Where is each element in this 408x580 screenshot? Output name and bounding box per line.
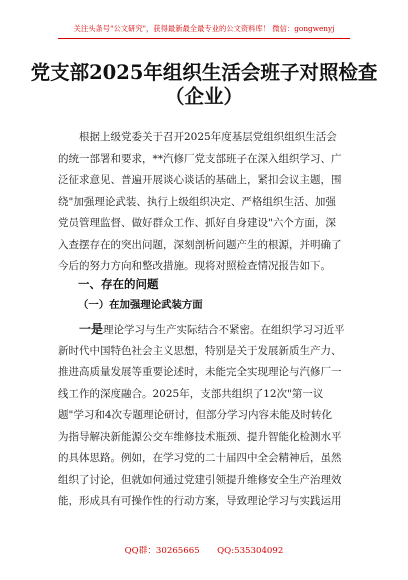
paragraph-line: 的具体思路。例如，在学习党的二十届四中全会精神后，虽然	[58, 452, 342, 464]
footer-qq-group: QQ群：30265665	[124, 546, 200, 556]
section-heading: 一、存在的问题	[78, 277, 159, 291]
intro-line: 泛征求意见、普遍开展谈心谈话的基础上，紧扣会议主题，围	[58, 174, 342, 186]
header-divider	[58, 38, 350, 39]
paragraph-line: 新时代中国特色社会主义思想，特别是关于发展新质生产力、	[58, 344, 342, 357]
intro-paragraph	[58, 127, 351, 278]
header-banner: 关注头条号"公文研究"，获得最新最全最专业的公文资料库！ 微信：gongwenyj	[73, 24, 335, 33]
paragraph-line-text: 理论学习与生产实际结合不紧密。在组织学习习近平	[103, 324, 345, 336]
paragraph-line: 线工作的深度融合。2025年，支部共组织了12次"第一议	[58, 387, 324, 400]
footer-qq: QQ:535304092	[217, 546, 284, 556]
intro-line: 根据上级党委关于召开2025年度基层党组织组织生活会	[79, 131, 337, 143]
footer-contact	[0, 545, 408, 557]
intro-line: 今后的努力方向和整改措施。现将对照检查情况报告如下。	[58, 260, 331, 272]
document-title: 党支部2025年组织生活会班子对照检查	[30, 61, 378, 84]
intro-line: 党员管理监督、做好群众工作、抓好自身建设"六个方面，深	[58, 217, 336, 229]
paragraph-line: 推进高质量发展等重要论述时，未能完全实现理论与汽修厂一	[58, 366, 342, 378]
subsection-heading: （一）在加强理论武装方面	[78, 299, 203, 311]
body-paragraph	[58, 319, 351, 513]
paragraph-line: 题"学习和4次专题理论研讨，但部分学习内容未能及时转化	[58, 409, 333, 421]
paragraph-line: 组织了讨论，但就如何通过党建引领提升维修安全生产治理效	[58, 473, 342, 486]
intro-line: 入查摆存在的突出问题，深刻剖析问题产生的根源，并明确了	[58, 238, 342, 251]
paragraph-line: 为指导解决新能源公交车维修技术瓶颈、提升智能化检测水平	[58, 430, 342, 443]
intro-line: 绕"加强理论武装、执行上级组织决定、严格组织生活、加强	[58, 195, 336, 208]
intro-line: 的统一部署和要求，**汽修厂党支部班子在深入组织学习、广	[58, 152, 342, 165]
paragraph-line	[58, 319, 351, 341]
paragraph-line: 能，形成具有可操作性的行动方案，导致理论学习与实践运用	[58, 495, 342, 507]
paragraph-lead: 一是	[79, 322, 104, 336]
document-subtitle: （企业）	[164, 85, 243, 108]
